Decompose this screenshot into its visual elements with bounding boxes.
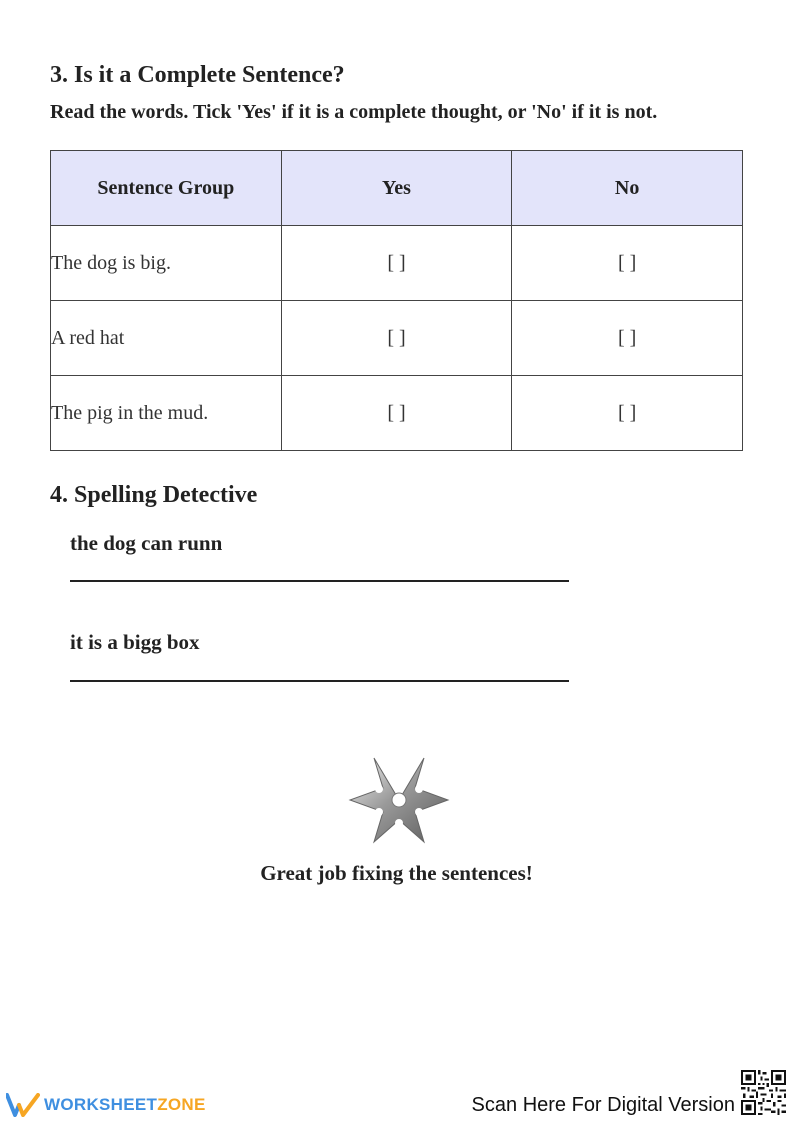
spelling-prompt-1: the dog can runn <box>70 531 223 555</box>
scan-text: Scan Here For Digital Version <box>471 1094 735 1116</box>
section-3-title: 3. Is it a Complete Sentence? <box>50 62 345 88</box>
yes-checkbox[interactable]: [ ] <box>281 376 512 451</box>
no-checkbox[interactable]: [ ] <box>512 301 743 376</box>
sentence-cell: The pig in the mud. <box>51 376 282 451</box>
ninja-star-icon <box>348 754 450 846</box>
answer-line-1[interactable] <box>70 580 569 582</box>
logo-text-zone: ZONE <box>157 1095 206 1114</box>
header-no: No <box>512 151 743 226</box>
header-yes: Yes <box>281 151 512 226</box>
sentence-cell: The dog is big. <box>51 226 282 301</box>
answer-line-2[interactable] <box>70 680 569 682</box>
closing-message: Great job fixing the sentences! <box>260 861 533 885</box>
yes-checkbox[interactable]: [ ] <box>281 301 512 376</box>
table-row <box>51 376 743 451</box>
logo-text-worksheet: WORKSHEET <box>44 1095 158 1114</box>
worksheet-zone-logo[interactable] <box>6 1091 206 1119</box>
qr-code-icon[interactable] <box>741 1070 786 1115</box>
table-row <box>51 226 743 301</box>
section-3-instructions: Read the words. Tick 'Yes' if it is a complete thought, or 'No' if it is not. <box>50 101 658 123</box>
section-4-title: 4. Spelling Detective <box>50 482 258 508</box>
logo-mark-icon <box>6 1093 40 1117</box>
table-row <box>51 301 743 376</box>
spelling-prompt-2: it is a bigg box <box>70 630 200 654</box>
complete-sentence-table <box>50 150 743 451</box>
sentence-cell: A red hat <box>51 301 282 376</box>
yes-checkbox[interactable]: [ ] <box>281 226 512 301</box>
table-header-row <box>51 151 743 226</box>
header-sentence-group: Sentence Group <box>51 151 282 226</box>
no-checkbox[interactable]: [ ] <box>512 376 743 451</box>
no-checkbox[interactable]: [ ] <box>512 226 743 301</box>
